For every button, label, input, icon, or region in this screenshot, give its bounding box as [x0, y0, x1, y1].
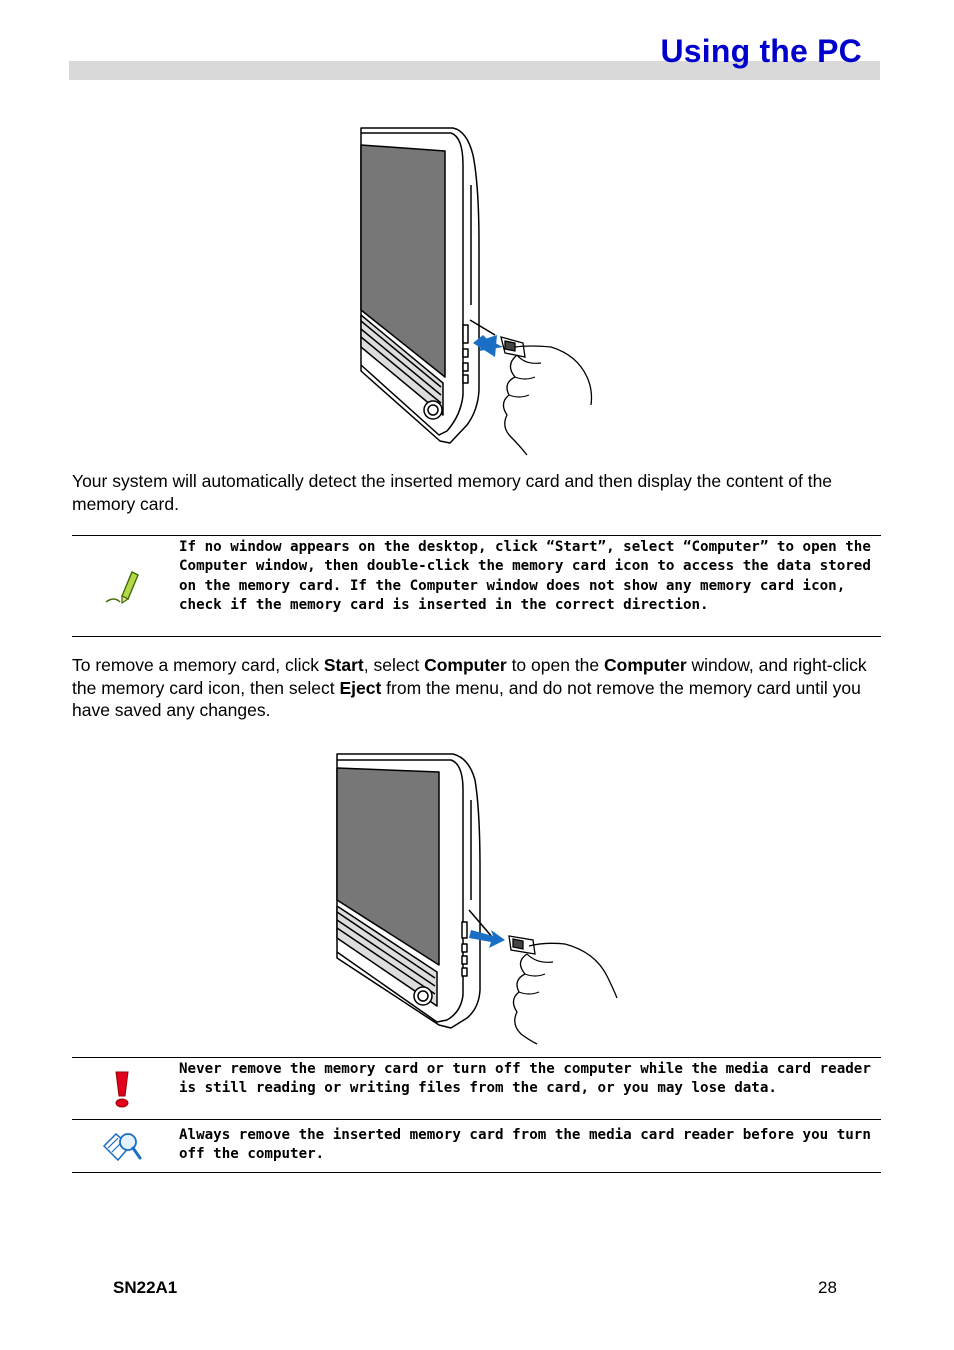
pencil-note-icon	[102, 566, 142, 606]
footer-model: SN22A1	[113, 1278, 178, 1297]
text-fragment: to open the	[506, 655, 605, 675]
text-fragment: To remove a memory card, click	[72, 655, 324, 675]
tip-box	[72, 1119, 881, 1173]
note-box	[72, 535, 881, 637]
start-keyword: Start	[323, 655, 364, 675]
computer-window-keyword: Computer	[604, 655, 687, 675]
magnifier-tip-icon	[100, 1126, 144, 1166]
page-title: Using the PC	[660, 33, 862, 69]
text-fragment: from the menu, and do not remove the memory card until you have saved any changes.	[72, 677, 861, 720]
tip-text: Always remove the inserted memory card from the media card reader before you turn off the computer.	[179, 1127, 871, 1163]
insert-card-illustration	[355, 125, 600, 460]
eject-keyword: Eject	[339, 677, 382, 698]
remove-card-illustration	[333, 750, 623, 1045]
note-text: If no window appears on the desktop, click “Start”, select “Computer” to open the Computer window, then double-click the memory card icon to access the data stored on the memory card. If the Computer window does not show any memory card icon, check if the memory card is inserted in the correct direction.	[179, 539, 871, 613]
warning-text: Never remove the memory card or turn off the computer while the media card reader is still reading or writing files from the card, or you may lose data.	[179, 1061, 871, 1097]
exclamation-warning-icon	[110, 1070, 134, 1108]
paragraph-card-detect: Your system will automatically detect the inserted memory card and then display the content of the memory card.	[72, 471, 833, 514]
text-fragment: window, and right-click the memory card icon, then select	[72, 655, 867, 698]
warning-box	[72, 1057, 881, 1120]
paragraph-remove-card	[72, 654, 882, 722]
computer-keyword: Computer	[424, 655, 507, 675]
text-fragment: , select	[363, 655, 425, 675]
page-number: 28	[818, 1278, 837, 1297]
